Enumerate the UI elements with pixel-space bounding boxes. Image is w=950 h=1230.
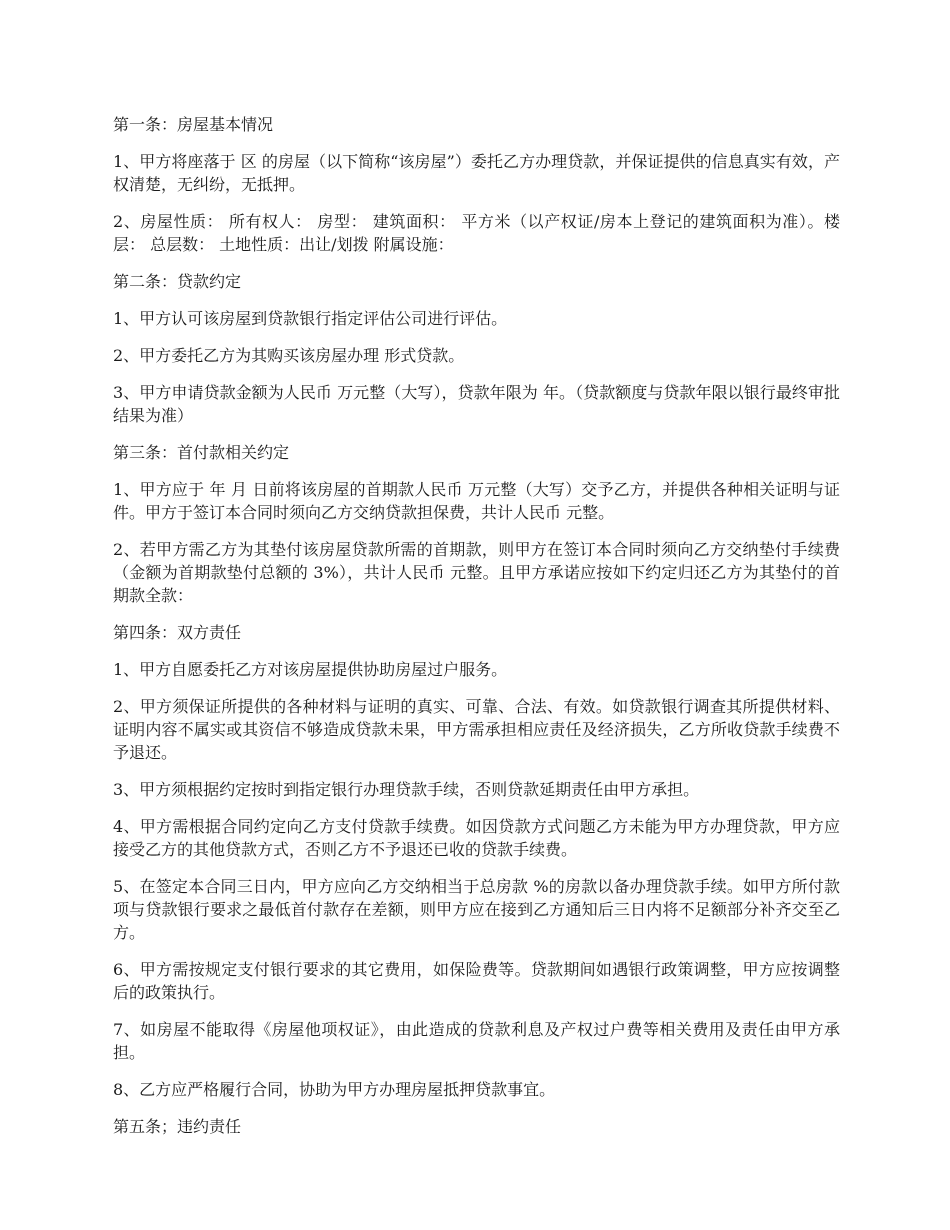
clause-4-6: 6、甲方需按规定支付银行要求的其它费用，如保险费等。贷款期间如遇银行政策调整，甲方应按调整后的政策执行。 [113,960,840,1002]
clause-4-2: 2、甲方须保证所提供的各种材料与证明的真实、可靠、合法、有效。如贷款银行调查其所提供材料、证明内容不属实或其资信不够造成贷款未果，甲方需承担相应责任及经济损失，乙方所收贷款手续费不予退还。 [113,697,840,762]
clause-3-2: 2、若甲方需乙方为其垫付该房屋贷款所需的首期款，则甲方在签订本合同时须向乙方交纳垫付手续费（金额为首期款垫付总额的 3%），共计人民币 元整。且甲方承诺应按如下约定归还乙方为其垫付的首期款全款： [113,540,840,605]
clause-2-3: 3、甲方申请贷款金额为人民币 万元整（大写），贷款年限为 年。（贷款额度与贷款年限以银行最终审批结果为准） [113,383,840,425]
clause-4-1: 1、甲方自愿委托乙方对该房屋提供协助房屋过户服务。 [113,660,508,679]
section-heading-3: 第三条：首付款相关约定 [113,443,290,462]
clause-4-3: 3、甲方须根据约定按时到指定银行办理贷款手续，否则贷款延期责任由甲方承担。 [113,780,700,799]
section-heading-5: 第五条；违约责任 [113,1117,242,1136]
clause-1-1: 1、甲方将座落于 区 的房屋（以下简称“该房屋”）委托乙方办理贷款，并保证提供的信息真实有效，产权清楚，无纠纷，无抵押。 [113,152,840,194]
section-heading-1: 第一条：房屋基本情况 [113,115,274,134]
clause-4-8: 8、乙方应严格履行合同，协助为甲方办理房屋抵押贷款事宜。 [113,1080,556,1099]
clause-4-5: 5、在签定本合同三日内，甲方应向乙方交纳相当于总房款 %的房款以备办理贷款手续。如甲方所付款项与贷款银行要求之最低首付款存在差额，则甲方应在接到乙方通知后三日内将不足额部分补齐交至乙方。 [113,877,840,942]
clause-4-7: 7、如房屋不能取得《房屋他项权证》，由此造成的贷款利息及产权过户费等相关费用及责任由甲方承担。 [113,1020,840,1062]
section-heading-4: 第四条：双方责任 [113,623,242,642]
clause-1-2: 2、房屋性质： 所有权人： 房型： 建筑面积： 平方米（以产权证/房本上登记的建筑面积为准）。楼层： 总层数： 土地性质：出让/划拨 附属设施： [113,212,840,254]
clause-3-1: 1、甲方应于 年 月 日前将该房屋的首期款人民币 万元整（大写）交予乙方，并提供各种相关证明与证件。甲方于签订本合同时须向乙方交纳贷款担保费，共计人民币 元整。 [113,480,840,522]
clause-2-2: 2、甲方委托乙方为其购买该房屋办理 形式贷款。 [113,346,465,365]
section-heading-2: 第二条：贷款约定 [113,272,242,291]
clause-2-1: 1、甲方认可该房屋到贷款银行指定评估公司进行评估。 [113,309,508,328]
clause-4-4: 4、甲方需根据合同约定向乙方支付贷款手续费。如因贷款方式问题乙方未能为甲方办理贷款，甲方应接受乙方的其他贷款方式，否则乙方不予退还已收的贷款手续费。 [113,817,840,859]
